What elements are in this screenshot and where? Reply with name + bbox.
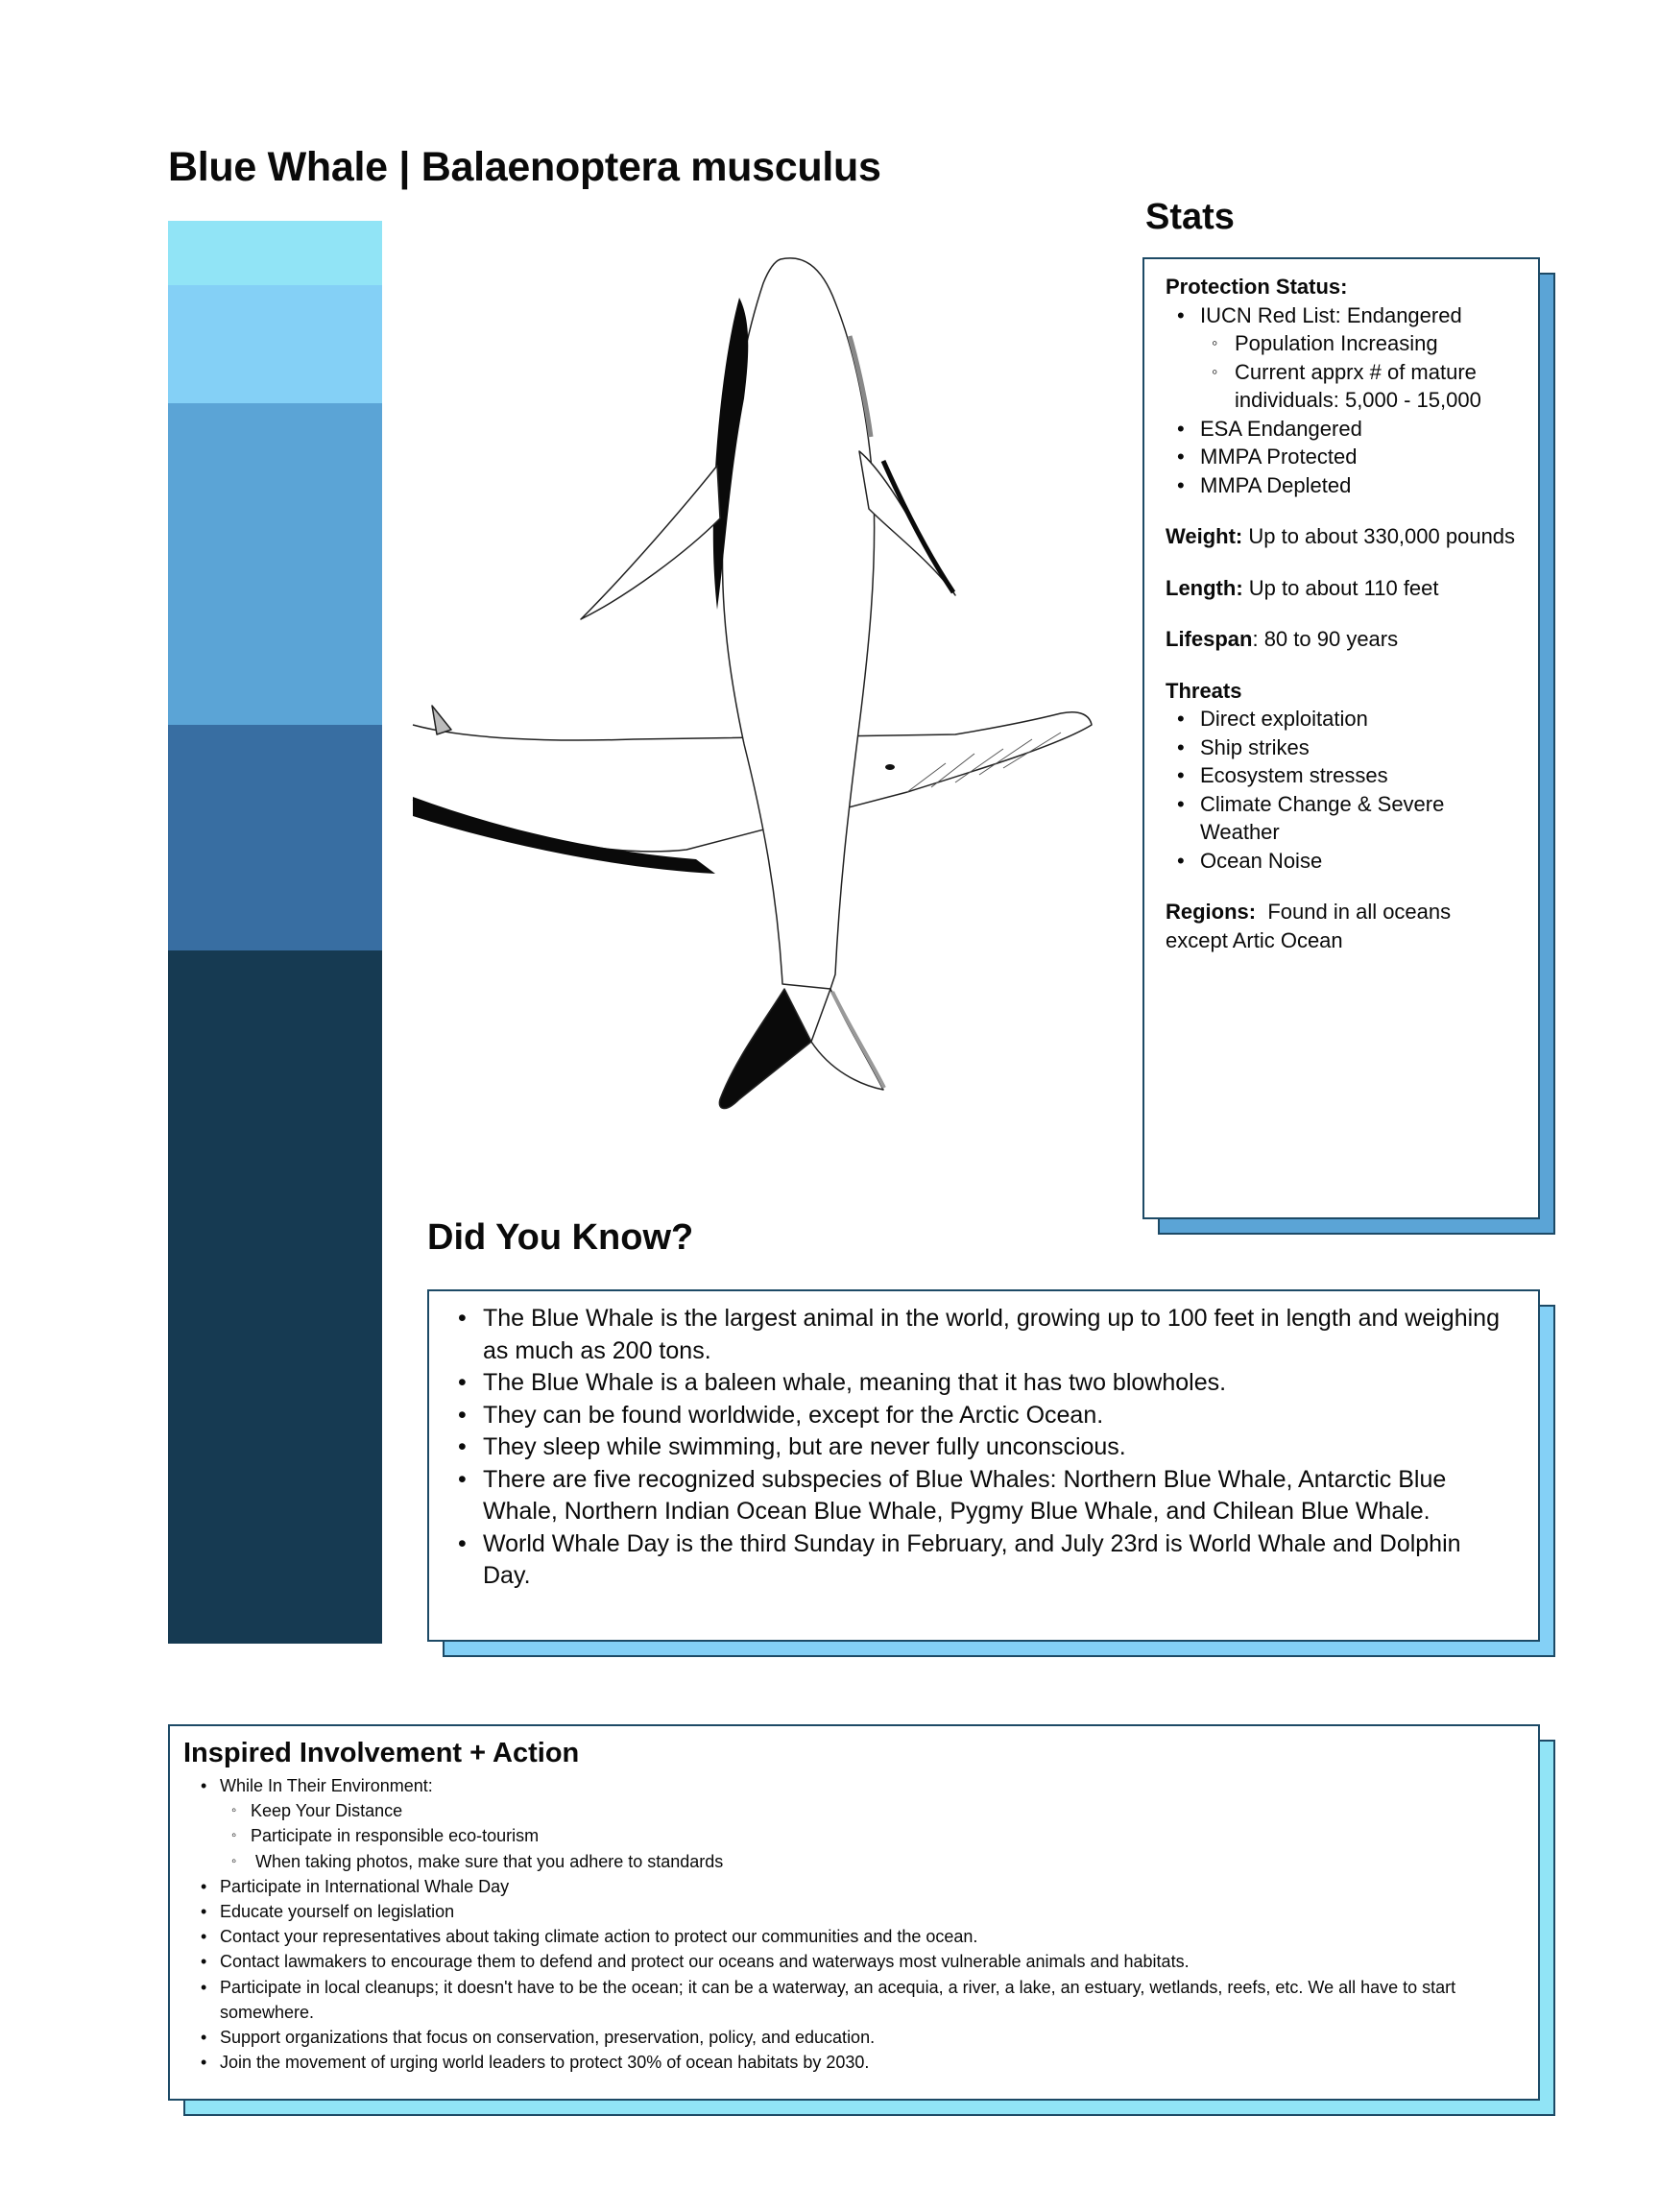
- involvement-item: • While In Their Environment: ◦ Keep Your Distance ◦ Participate in responsible eco-tourism ◦ When taking photos, make sure that you adhere to standards: [220, 1773, 1519, 1874]
- involvement-item: • Contact your representatives about taking climate action to protect our communities and the ocean.: [220, 1924, 1519, 1949]
- fact-item: • They can be found worldwide, except for the Arctic Ocean.: [483, 1400, 1509, 1432]
- involvement-item: • Support organizations that focus on conservation, preservation, policy, and education.: [220, 2025, 1519, 2050]
- involvement-item: • Contact lawmakers to encourage them to defend and protect our oceans and waterways most vulnerable animals and habitats.: [220, 1949, 1519, 1974]
- threat-item: • Ocean Noise: [1166, 847, 1519, 876]
- protection-item: • ESA Endangered: [1166, 415, 1519, 444]
- palette-swatch-sky: [168, 285, 382, 403]
- page-title: Blue Whale | Balaenoptera musculus: [168, 144, 881, 190]
- blue-whale-illustration: [408, 245, 1109, 1157]
- did-you-know-card: [427, 1289, 1555, 1657]
- involvement-item: • Participate in International Whale Day: [220, 1874, 1519, 1899]
- threat-item: • Direct exploitation: [1166, 705, 1519, 733]
- weight-stat: Weight: Up to about 330,000 pounds: [1166, 524, 1516, 548]
- protection-status-list: [1166, 301, 1519, 500]
- palette-swatch-sky-light: [168, 221, 382, 285]
- involvement-card-body: [168, 1724, 1540, 2101]
- lifespan-stat: Lifespan: 80 to 90 years: [1166, 627, 1399, 651]
- involvement-subitem: ◦ Keep Your Distance: [251, 1798, 1519, 1823]
- did-you-know-card-body: [427, 1289, 1540, 1642]
- involvement-card: [168, 1724, 1555, 2116]
- fact-item: • World Whale Day is the third Sunday in February, and July 23rd is World Whale and Dolphin Day.: [483, 1528, 1509, 1593]
- main-whale-left-flipper: [581, 466, 720, 619]
- fact-item: • The Blue Whale is a baleen whale, meaning that it has two blowholes.: [483, 1367, 1509, 1400]
- involvement-item: • Join the movement of urging world leaders to protect 30% of ocean habitats by 2030.: [220, 2050, 1519, 2075]
- involvement-subitem: ◦ When taking photos, make sure that you adhere to standards: [251, 1849, 1519, 1874]
- involvement-heading: Inspired Involvement + Action: [183, 1738, 580, 1768]
- stats-card-body: [1142, 257, 1540, 1219]
- stats-card: [1142, 257, 1555, 1235]
- threat-item: • Ship strikes: [1166, 733, 1519, 762]
- protection-item: • IUCN Red List: Endangered ◦ Population Increasing ◦ Current apprx # of mature individuals: 5,000 - 15,000: [1166, 301, 1519, 415]
- length-stat: Length: Up to about 110 feet: [1166, 575, 1439, 600]
- protection-item: • MMPA Protected: [1166, 443, 1519, 471]
- involvement-subitem: ◦ Participate in responsible eco-tourism: [251, 1823, 1519, 1848]
- involvement-list: [183, 1773, 1519, 2075]
- threat-item: • Ecosystem stresses: [1166, 761, 1519, 790]
- protection-status-label: Protection Status:: [1166, 275, 1348, 299]
- palette-swatch-deep: [168, 725, 382, 950]
- threats-list: [1166, 705, 1519, 875]
- palette-swatch-abyss: [168, 950, 382, 1644]
- main-whale-tail-fluke-left: [719, 989, 811, 1108]
- protection-subitem: ◦ Population Increasing: [1200, 329, 1519, 358]
- side-whale-eye: [885, 764, 895, 770]
- facts-list: [483, 1303, 1509, 1593]
- fact-item: • There are five recognized subspecies of Blue Whales: Northern Blue Whale, Antarctic Blue Whale, Northern Indian Ocean Blue Whale, Pygmy Blue Whale, and Chilean Blue Whale.: [483, 1464, 1509, 1528]
- stats-heading: Stats: [1145, 197, 1235, 237]
- fact-item: • The Blue Whale is the largest animal in the world, growing up to 100 feet in length and weighing as much as 200 tons.: [483, 1303, 1509, 1367]
- main-whale-tail-fluke-right: [811, 989, 883, 1090]
- palette-swatch-ocean: [168, 403, 382, 725]
- threats-label: Threats: [1166, 678, 1242, 703]
- involvement-item: • Educate yourself on legislation: [220, 1899, 1519, 1924]
- protection-item: • MMPA Depleted: [1166, 471, 1519, 500]
- did-you-know-heading: Did You Know?: [427, 1217, 694, 1258]
- fact-item: • They sleep while swimming, but are never fully unconscious.: [483, 1431, 1509, 1464]
- involvement-item: • Participate in local cleanups; it doesn't have to be the ocean; it can be a waterway, an acequia, a river, a lake, an estuary, wetlands, reefs, etc. We all have to start somewhere.: [220, 1975, 1519, 2025]
- protection-subitem: ◦ Current apprx # of mature individuals: 5,000 - 15,000: [1200, 358, 1519, 415]
- regions-stat: Regions: Found in all oceans except Artic Ocean: [1166, 900, 1457, 952]
- color-palette: [168, 221, 382, 1644]
- threat-item: • Climate Change & Severe Weather: [1166, 790, 1519, 847]
